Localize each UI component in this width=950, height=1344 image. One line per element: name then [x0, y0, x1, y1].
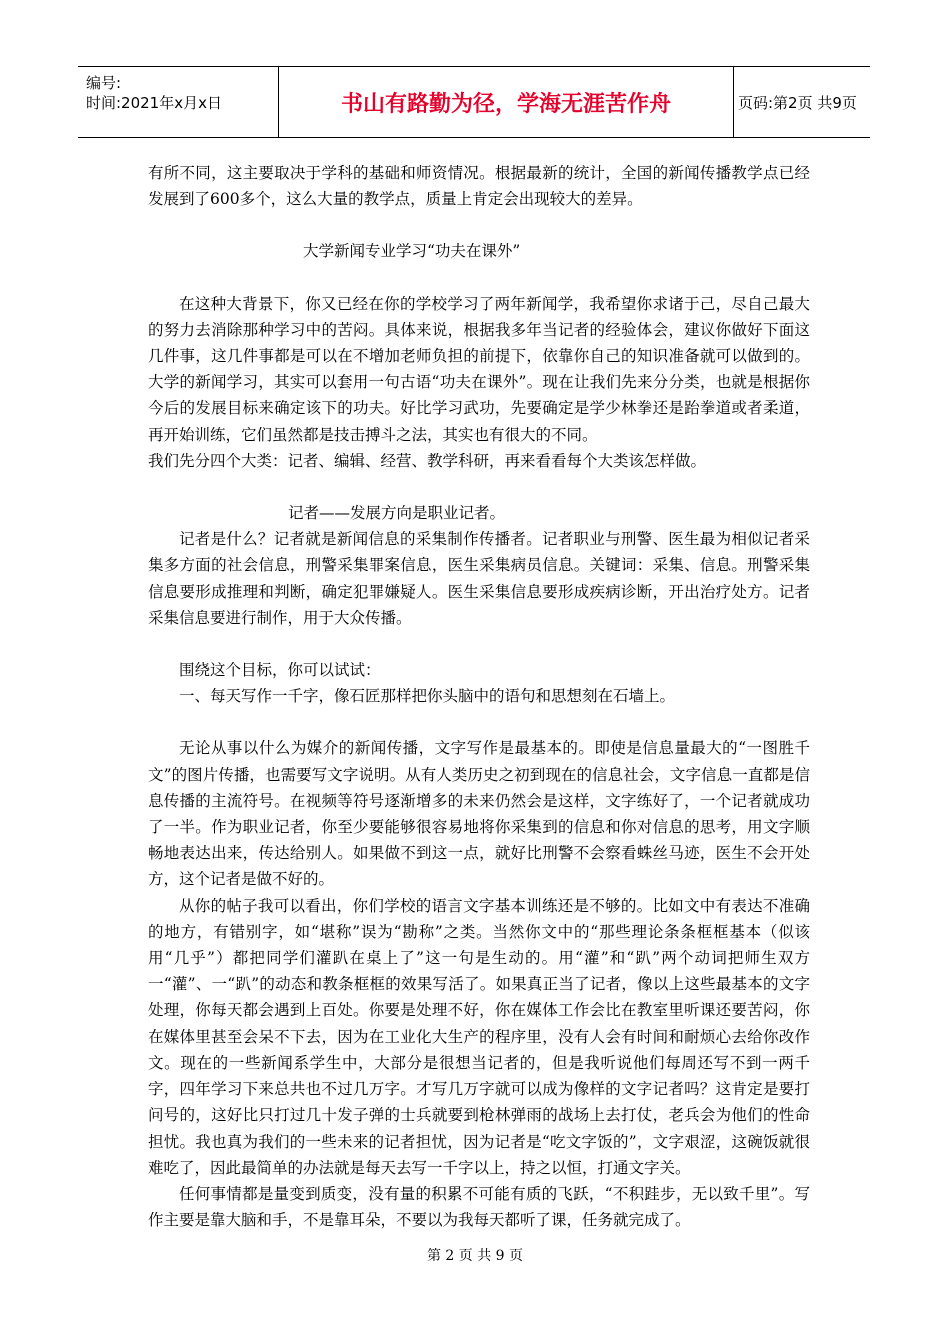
body-paragraph: 任何事情都是量变到质变，没有量的积累不可能有质的飞跃，“不积跬步，无以致千里”。写作主要是靠大脑和手，不是靠耳朵，不要以为我每天都听了课，任务就完成了。	[148, 1184, 810, 1230]
header-divider	[733, 67, 734, 137]
document-body	[148, 160, 810, 1233]
body-paragraph: 在这种大背景下，你又已经在你的学校学习了两年新闻学，我希望你求诸于己，尽自己最大的努力去消除那种学习中的苦闷。具体来说，根据我多年当记者的经验体会，建议你做好下面这几件事，这几件事都是可以在不增加老师负担的前提下，依靠你自己的知识准备就可以做到的。大学的新闻学习，其实可以套用一句古语“功夫在课外”。现在让我们先来分分类，也就是根据你今后的发展目标来确定该下的功夫。好比学习武功，先要确定是学少林拳还是跆拳道或者柔道，再开始训练，它们虽然都是技击搏斗之法，其实也有很大的不同。	[148, 294, 810, 444]
page-footer: 第 2 页 共 9 页	[426, 1248, 524, 1264]
body-paragraph: 我们先分四个大类：记者、编辑、经营、教学科研，再来看看每个大类该怎样做。	[148, 451, 707, 470]
body-paragraph: 记者是什么？记者就是新闻信息的采集制作传播者。记者职业与刑警、医生最为相似记者采集多方面的社会信息，刑警采集罪案信息，医生采集病员信息。关键词：采集、信息。刑警采集信息要形成推理和判断，确定犯罪嫌疑人。医生采集信息要形成疾病诊断，开出治疗处方。记者采集信息要进行制作，用于大众传播。	[148, 530, 810, 627]
body-paragraph: 围绕这个目标，你可以试试：	[179, 661, 381, 680]
blank-line	[148, 631, 810, 657]
blank-line	[148, 709, 810, 735]
header-meta	[86, 73, 222, 113]
blank-line	[148, 265, 810, 291]
header-motto: 书山有路勤为径，学海无涯苦作舟	[340, 91, 671, 117]
section-heading: 记者——发展方向是职业记者。	[288, 504, 506, 523]
document-number-label: 编号:	[86, 74, 122, 92]
header-page-number: 页码:第2页 共9页	[738, 93, 857, 112]
document-time-label: 时间:2021年x月x日	[86, 94, 222, 112]
page-header	[78, 66, 870, 138]
header-divider	[278, 67, 279, 137]
blank-line	[148, 212, 810, 238]
blank-line	[148, 474, 810, 500]
body-paragraph: 从你的帖子我可以看出，你们学校的语言文字基本训练还是不够的。比如文中有表达不准确的地方，有错别字，如“堪称”误为“勘称”之类。当然你文中的“那些理论条条框框基本（似该用“几乎”）都把同学们灌趴在桌上了”这一句是生动的。用“灌”和“趴”两个动词把师生双方一“灌”、一“趴”的动态和教条框框的效果写活了。如果真正当了记者，像以上这些最基本的文字处理，你每天都会遇到上百处。你要是处理不好，你在媒体工作会比在教室里听课还要苦闷，你在媒体里甚至会呆不下去，因为在工业化大生产的程序里，没有人会有时间和耐烦心去给你改作文。现在的一些新闻系学生中，大部分是很想当记者的，但是我听说他们每周还写不到一两千字，四年学习下来总共也不过几万字。才写几万字就可以成为像样的文字记者吗？这肯定是要打问号的，这好比只打过几十发子弹的士兵就要到枪林弹雨的战场上去打仗，老兵会为他们的性命担忧。我也真为我们的一些未来的记者担忧，因为记者是“吃文字饭的”，文字艰涩，这碗饭就很难吃了，因此最简单的办法就是每天去写一千字以上，持之以恒，打通文字关。	[148, 896, 810, 1177]
list-item: 一、每天写作一千字，像石匠那样把你头脑中的语句和思想刻在石墙上。	[179, 687, 676, 706]
section-heading: 大学新闻专业学习“功夫在课外”	[303, 242, 521, 261]
body-paragraph: 无论从事以什么为媒介的新闻传播，文字写作是最基本的。即使是信息量最大的“一图胜千文”的图片传播，也需要写文字说明。从有人类历史之初到现在的信息社会，文字信息一直都是信息传播的主流符号。在视频等符号逐渐增多的未来仍然会是这样，文字练好了，一个记者就成功了一半。作为职业记者，你至少要能够很容易地将你采集到的信息和你对信息的思考，用文字顺畅地表达出来，传达给别人。如果做不到这一点，就好比刑警不会察看蛛丝马迹，医生不会开处方，这个记者是做不好的。	[148, 739, 810, 889]
body-paragraph: 有所不同，这主要取决于学科的基础和师资情况。根据最新的统计，全国的新闻传播教学点已经发展到了600多个，这么大量的教学点，质量上肯定会出现较大的差异。	[148, 164, 810, 209]
